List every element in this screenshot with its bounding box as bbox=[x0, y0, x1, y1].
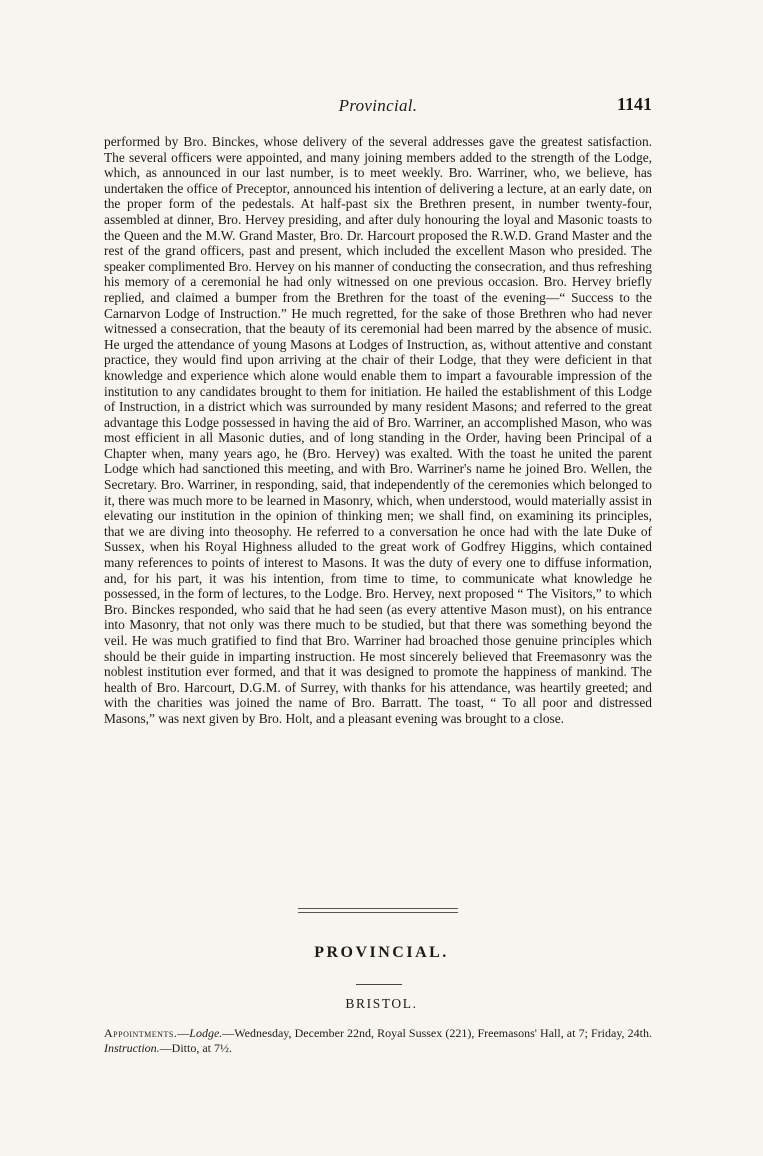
appointments-label: Appointments. bbox=[104, 1026, 178, 1040]
page-number: 1141 bbox=[616, 94, 652, 114]
article-body: performed by Bro. Binckes, whose delivery of the several addresses gave the greatest satisfaction. The several officers were appointed, and many joining members added to the strength of the Lodge, which, as announced in our last number, is to meet weekly. Bro. Warriner, who, we believe, has undertaken the office of Preceptor, announced his intention of delivering a lecture, at an early date, on the proper form of the pedestals. At half-past six the Brethren present, in number twenty-four, assembled at dinner, Bro. Hervey presiding, and after duly honouring the loyal and Masonic toasts to the Queen and the M.W. Grand Master, Bro. Dr. Harcourt proposed the R.W.D. Grand Master and the rest of the grand officers, past and present, which included the excellent Mason who presided. The speaker complimented Bro. Hervey on his manner of conducting the consecration, and thus refreshing his memory of a ceremonial he had only witnessed on one previous occasion. Bro. Hervey briefly replied, and claimed a bumper from the Brethren for the toast of the evening—“ Success to the Carnarvon Lodge of Instruction.” He much regretted, for the sake of those Brethren who had never witnessed a consecration, that the beauty of its ceremonial had been marred by the absence of music. He urged the attendance of young Masons at Lodges of Instruction, as, without attentive and constant practice, they would find upon arriving at the chair of their Lodge, that they were deficient in that knowledge and experience which alone would enable them to impart a favourable impression of the institution to any candidates brought to them for initiation. He hailed the establishment of this Lodge of Instruction, in a district which was surrounded by many resident Masons; and referred to the great advantage this Lodge possessed in having the aid of Bro. Warriner, an accomplished Mason, who was most efficient in all Masonic duties, and of long standing in the Order, having been Principal of a Chapter when, many years ago, he (Bro. Hervey) was exalted. With the toast he united the parent Lodge which had sanctioned this meeting, and with Bro. Warriner's name he joined Bro. Wellen, the Secretary. Bro. Warriner, in responding, said, that independently of the ceremonies which belonged to it, there was much more to be learned in Masonry, which, when understood, would materially assist in elevating our institution in the opinion of thinking men; we shall find, on examining its principles, that we are diving into theosophy. He referred to a conversation he once had with the late Duke of Sussex, when his Royal Highness alluded to the great work of Godfrey Higgins, which contained many references to points of interest to Masons. It was the duty of every one to diffuse information, and, for his part, it was his intention, from time to time, to communicate what knowledge he possessed, in the form of lectures, to the Lodge. Bro. Hervey, next proposed “ The Visitors,” to which Bro. Binckes responded, who said that he had seen (as every attentive Mason must), on his entrance into Masonry, that not only was there much to be studied, but that there was something beyond the veil. He was much gratified to find that Bro. Warriner had broached those genuine principles which should be their guide in imparting instruction. He most sincerely believed that Freemasonry was the noblest institution ever formed, and that it was designed to promote the happiness of mankind. The health of Bro. Harcourt, D.G.M. of Surrey, with thanks for his attendance, was heartily greeted; and with the charities was joined the name of Bro. Barratt. The toast, “ To all poor and distressed Masons,” was next given by Bro. Holt, and a pleasant evening was brought to a close. bbox=[104, 134, 652, 726]
section-subheading: BRISTOL. bbox=[345, 996, 418, 1011]
section-divider bbox=[298, 908, 458, 913]
short-divider bbox=[356, 984, 402, 985]
running-title: Provincial. bbox=[338, 96, 418, 115]
instruction-text: —Ditto, at 7½. bbox=[159, 1040, 232, 1055]
section-heading: PROVINCIAL. bbox=[314, 944, 449, 961]
appointments-notice: Appointments.—Lodge.—Wednesday, December 22nd, Royal Sussex (221), Freemasons' Hall, at 7; Friday, 24th. Instruction.—Ditto, at 7½. bbox=[104, 1026, 652, 1055]
instruction-label: Instruction. bbox=[104, 1040, 160, 1055]
lodge-label: Lodge. bbox=[189, 1026, 223, 1040]
running-head bbox=[104, 96, 652, 118]
lodge-text: —Wednesday, December 22nd, Royal Sussex (221), Freemasons' Hall, at 7; Friday, 24th. bbox=[222, 1026, 652, 1040]
